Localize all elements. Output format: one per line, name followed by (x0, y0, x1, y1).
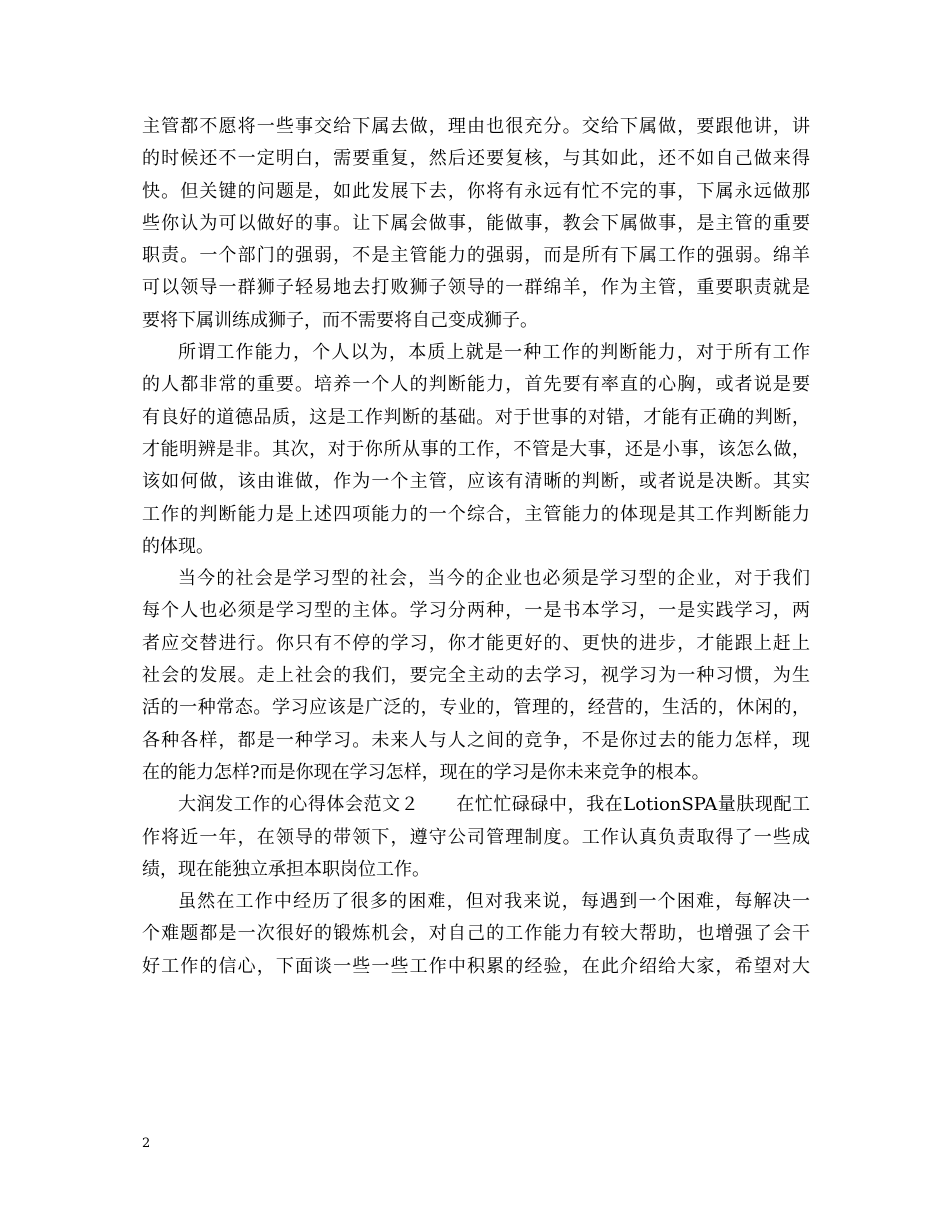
text-line: 个难题都是一次很好的锻炼机会，对自己的工作能力有较大帮助，也增强了会干 (142, 923, 810, 945)
text-line: 作将近一年，在领导的带领下，遵守公司管理制度。工作认真负责取得了一些成 (142, 826, 810, 848)
text-line: 些你认为可以做好的事。让下属会做事，能做事，教会下属做事，是主管的重要 (142, 212, 810, 234)
text-line: 有良好的道德品质，这是工作判断的基础。对于世事的对错，才能有正确的判断， (142, 406, 810, 428)
text-line: 大润发工作的心得体会范文２ 在忙忙碌碌中，我在LotionSPA量肤现配工 (178, 794, 810, 816)
text-line: 好工作的信心，下面谈一些一些工作中积累的经验，在此介绍给大家，希望对大 (142, 955, 810, 977)
text-line: 活的一种常态。学习应该是广泛的，专业的，管理的，经营的，生活的，休闲的， (142, 697, 810, 719)
text-line: 的人都非常的重要。培养一个人的判断能力，首先要有率直的心胸，或者说是要 (142, 374, 810, 396)
text-line: 的体现。 (142, 535, 214, 557)
text-line: 绩，现在能独立承担本职岗位工作。 (142, 858, 430, 880)
text-line: 各种各样，都是一种学习。未来人与人之间的竞争，不是你过去的能力怎样，现 (142, 729, 810, 751)
text-line: 在的能力怎样?而是你现在学习怎样，现在的学习是你未来竞争的根本。 (142, 761, 710, 783)
text-line: 可以领导一群狮子轻易地去打败狮子领导的一群绵羊，作为主管，重要职责就是 (142, 277, 810, 299)
text-line: 工作的判断能力是上述四项能力的一个综合，主管能力的体现是其工作判断能力 (142, 503, 810, 525)
body-text (142, 111, 810, 983)
text-line: 每个人也必须是学习型的主体。学习分两种，一是书本学习，一是实践学习，两 (142, 600, 810, 622)
text-line: 社会的发展。走上社会的我们，要完全主动的去学习，视学习为一种习惯，为生 (142, 665, 810, 687)
text-line: 的时候还不一定明白，需要重复，然后还要复核，与其如此，还不如自己做来得 (142, 148, 810, 170)
text-line: 主管都不愿将一些事交给下属去做，理由也很充分。交给下属做，要跟他讲，讲 (142, 116, 810, 137)
text-line: 当今的社会是学习型的社会，当今的企业也必须是学习型的企业，对于我们 (178, 568, 810, 590)
text-line: 要将下属训练成狮子，而不需要将自己变成狮子。 (142, 309, 538, 331)
text-line: 所谓工作能力，个人以为，本质上就是一种工作的判断能力，对于所有工作 (178, 342, 810, 364)
text-line: 才能明辨是非。其次，对于你所从事的工作，不管是大事，还是小事，该怎么做， (142, 438, 810, 460)
text-line: 虽然在工作中经历了很多的困难，但对我来说，每遇到一个困难，每解决一 (178, 891, 810, 913)
page-number: 2 (142, 1136, 151, 1151)
text-line: 快。但关键的问题是，如此发展下去，你将有永远有忙不完的事，下属永远做那 (142, 180, 810, 202)
text-line: 职责。一个部门的强弱，不是主管能力的强弱，而是所有下属工作的强弱。绵羊 (142, 245, 810, 267)
text-line: 该如何做，该由谁做，作为一个主管，应该有清晰的判断，或者说是决断。其实 (142, 471, 810, 493)
text-line: 者应交替进行。你只有不停的学习，你才能更好的、更快的进步，才能跟上赶上 (142, 632, 810, 654)
